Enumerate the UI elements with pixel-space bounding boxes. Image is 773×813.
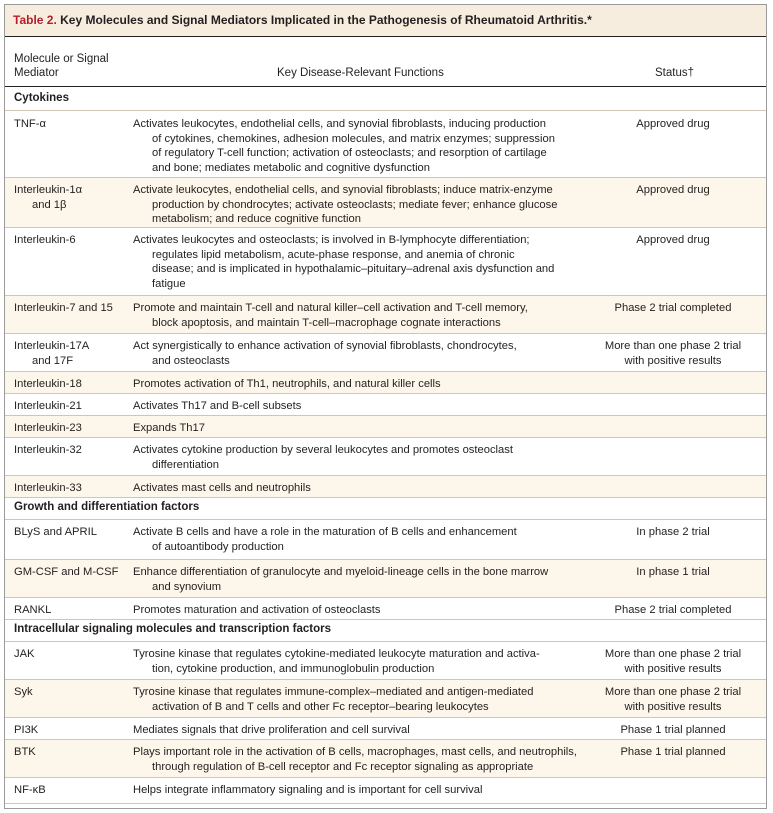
header-status: Status† bbox=[655, 67, 694, 79]
header-molecule-line1: Molecule or Signal bbox=[14, 53, 109, 65]
table-title bbox=[13, 13, 592, 27]
status-cell bbox=[588, 525, 758, 540]
function-cell bbox=[133, 443, 588, 472]
function-cell-line: and bone; mediates metabolic and cognitive dysfunction bbox=[152, 161, 430, 174]
status-cell-line: Approved drug bbox=[636, 234, 710, 246]
function-cell-line: tion, cytokine production, and immunoglobulin production bbox=[152, 662, 435, 675]
molecule-cell-line: Interleukin-1α bbox=[14, 184, 83, 196]
status-cell-line: Approved drug bbox=[636, 118, 710, 130]
table-row bbox=[5, 416, 766, 438]
section-title: Growth and differentiation factors bbox=[14, 501, 200, 513]
molecule-cell bbox=[14, 117, 124, 132]
status-cell-line: In phase 1 trial bbox=[636, 566, 710, 578]
table-row bbox=[5, 520, 766, 560]
function-cell bbox=[133, 233, 588, 291]
status-cell bbox=[588, 565, 758, 580]
function-cell-line: Promotes activation of Th1, neutrophils, and natural killer cells bbox=[133, 378, 441, 390]
status-cell-line: Phase 2 trial completed bbox=[614, 604, 732, 616]
function-cell bbox=[133, 399, 588, 414]
molecule-cell-line: and 1β bbox=[32, 198, 67, 211]
status-cell-line: Phase 2 trial completed bbox=[614, 302, 732, 314]
header-molecule-line2: Mediator bbox=[14, 67, 59, 79]
function-cell-line: Activates leukocytes, endothelial cells, and synovial fibroblasts, inducing production bbox=[133, 118, 546, 130]
section-header bbox=[5, 89, 766, 111]
function-cell bbox=[133, 339, 588, 368]
table-row bbox=[5, 598, 766, 620]
status-cell bbox=[588, 685, 758, 714]
function-cell bbox=[133, 117, 588, 175]
function-cell-line: Plays important role in the activation of B cells, macrophages, mast cells, and neutrophils, bbox=[133, 746, 577, 758]
molecule-cell bbox=[14, 443, 124, 458]
table-row bbox=[5, 296, 766, 334]
function-cell-line: of regulatory T-cell function; activation of osteoclasts; and resorption of cartilage bbox=[152, 147, 547, 159]
function-cell-line: fatigue bbox=[152, 277, 186, 290]
function-cell bbox=[133, 685, 588, 714]
molecule-cell-line: PI3K bbox=[14, 724, 39, 736]
molecule-cell bbox=[14, 565, 124, 580]
table-row bbox=[5, 178, 766, 228]
header-functions: Key Disease-Relevant Functions bbox=[277, 67, 444, 79]
function-cell bbox=[133, 745, 588, 774]
status-cell bbox=[588, 745, 758, 760]
section-title: Cytokines bbox=[14, 92, 69, 104]
molecule-cell bbox=[14, 745, 124, 760]
molecule-cell bbox=[14, 377, 124, 392]
table-row bbox=[5, 778, 766, 804]
table-row bbox=[5, 740, 766, 778]
function-cell-line: and osteoclasts bbox=[152, 354, 230, 367]
function-cell-line: metabolism; and reduce cognitive function bbox=[152, 213, 361, 225]
function-cell-line: differentiation bbox=[152, 458, 219, 471]
function-cell-line: Act synergistically to enhance activation of synovial fibroblasts, chondrocytes, bbox=[133, 340, 517, 352]
function-cell bbox=[133, 525, 588, 554]
function-cell-line: Promote and maintain T-cell and natural killer–cell activation and T-cell memory, bbox=[133, 302, 528, 314]
function-cell-line: block apoptosis, and maintain T-cell–macrophage cognate interactions bbox=[152, 316, 501, 329]
function-cell-line: Activates mast cells and neutrophils bbox=[133, 482, 311, 494]
function-cell-line: production by chondrocytes; activate osteoclasts; mediate fever; enhance glucose bbox=[152, 198, 558, 211]
function-cell-line: and synovium bbox=[152, 580, 222, 593]
molecule-cell bbox=[14, 603, 124, 618]
function-cell-line: Activate leukocytes, endothelial cells, and synovial fibroblasts; induce matrix-enzyme bbox=[133, 184, 553, 196]
function-cell bbox=[133, 481, 588, 496]
table-row bbox=[5, 228, 766, 296]
function-cell bbox=[133, 723, 588, 738]
function-cell-line: Tyrosine kinase that regulates immune-complex–mediated and antigen-mediated bbox=[133, 686, 534, 698]
status-cell-line: Phase 1 trial planned bbox=[620, 746, 726, 758]
status-cell-line: Approved drug bbox=[636, 184, 710, 196]
molecule-cell bbox=[14, 723, 124, 738]
table-row bbox=[5, 560, 766, 598]
table-row bbox=[5, 642, 766, 680]
function-cell-line: Activates Th17 and B-cell subsets bbox=[133, 400, 302, 412]
molecule-cell bbox=[14, 339, 124, 368]
table-row bbox=[5, 394, 766, 416]
function-cell-line: Activates leukocytes and osteoclasts; is involved in B-lymphocyte differentiation; bbox=[133, 234, 530, 246]
molecule-cell-line: RANKL bbox=[14, 604, 52, 616]
status-cell-line: In phase 2 trial bbox=[636, 526, 710, 538]
status-cell bbox=[588, 183, 758, 198]
molecule-cell bbox=[14, 481, 124, 496]
status-cell-line: with positive results bbox=[624, 354, 722, 367]
status-cell bbox=[588, 301, 758, 316]
molecule-cell-line: Interleukin-17A bbox=[14, 340, 90, 352]
molecule-cell bbox=[14, 685, 124, 700]
function-cell-line: Enhance differentiation of granulocyte and myeloid-lineage cells in the bone marrow bbox=[133, 566, 549, 578]
molecule-cell-line: TNF-α bbox=[14, 118, 46, 130]
status-cell bbox=[588, 603, 758, 618]
status-cell-line: More than one phase 2 trial bbox=[604, 648, 742, 660]
status-cell bbox=[588, 233, 758, 248]
function-cell bbox=[133, 183, 588, 227]
molecule-cell-line: Interleukin-33 bbox=[14, 482, 82, 494]
table-title-text: Key Molecules and Signal Mediators Implicated in the Pathogenesis of Rheumatoid Arthritis.* bbox=[60, 13, 592, 27]
molecule-cell-line: Interleukin-18 bbox=[14, 378, 82, 390]
molecule-cell-line: GM-CSF and M-CSF bbox=[14, 566, 119, 578]
function-cell-line: Activate B cells and have a role in the maturation of B cells and enhancement bbox=[133, 526, 517, 538]
molecule-cell bbox=[14, 525, 124, 540]
molecule-cell-line: Interleukin-21 bbox=[14, 400, 82, 412]
molecule-cell-line: BLyS and APRIL bbox=[14, 526, 97, 538]
function-cell-line: disease; and is implicated in hypothalamic–pituitary–adrenal axis dysfunction and bbox=[152, 263, 555, 275]
header-rule bbox=[5, 86, 766, 87]
function-cell-line: activation of B and T cells and other Fc receptor–bearing leukocytes bbox=[152, 700, 489, 713]
molecule-cell bbox=[14, 301, 124, 316]
status-cell-line: More than one phase 2 trial bbox=[604, 340, 742, 352]
molecule-cell bbox=[14, 399, 124, 414]
function-cell bbox=[133, 301, 588, 330]
table-row bbox=[5, 372, 766, 394]
status-cell-line: with positive results bbox=[624, 700, 722, 713]
table-title-bar bbox=[5, 5, 766, 37]
function-cell-line: Activates cytokine production by several leukocytes and promotes osteoclast bbox=[133, 444, 513, 456]
status-cell bbox=[588, 723, 758, 738]
molecule-cell-line: Interleukin-32 bbox=[14, 444, 82, 456]
molecule-cell-line: JAK bbox=[14, 648, 35, 660]
molecule-cell-line: BTK bbox=[14, 746, 36, 758]
table-row bbox=[5, 680, 766, 718]
status-cell-line: Phase 1 trial planned bbox=[620, 724, 726, 736]
table-row bbox=[5, 718, 766, 740]
header-molecule bbox=[14, 52, 109, 80]
molecule-cell-line: Interleukin-6 bbox=[14, 234, 76, 246]
function-cell bbox=[133, 421, 588, 436]
table-row bbox=[5, 476, 766, 498]
status-cell bbox=[588, 647, 758, 676]
table-number: Table 2. bbox=[13, 13, 57, 27]
function-cell-line: Promotes maturation and activation of osteoclasts bbox=[133, 604, 381, 616]
section-header bbox=[5, 498, 766, 520]
function-cell-line: Expands Th17 bbox=[133, 422, 205, 434]
molecule-cell-line: Interleukin-7 and 15 bbox=[14, 302, 113, 314]
molecule-cell bbox=[14, 183, 124, 212]
molecule-cell-line: NF-κB bbox=[14, 784, 46, 796]
table-row bbox=[5, 438, 766, 476]
function-cell-line: of autoantibody production bbox=[152, 540, 284, 553]
function-cell-line: of cytokines, chemokines, adhesion molecules, and matrix enzymes; suppression bbox=[152, 132, 555, 145]
function-cell-line: Tyrosine kinase that regulates cytokine-mediated leukocyte maturation and activa- bbox=[133, 648, 540, 660]
molecule-cell bbox=[14, 647, 124, 662]
function-cell-line: Helps integrate inflammatory signaling and is important for cell survival bbox=[133, 784, 483, 796]
molecule-cell-line: Syk bbox=[14, 686, 33, 698]
table-row bbox=[5, 112, 766, 178]
status-cell-line: More than one phase 2 trial bbox=[604, 686, 742, 698]
status-cell bbox=[588, 117, 758, 132]
molecule-cell bbox=[14, 783, 124, 798]
function-cell-line: Mediates signals that drive proliferation and cell survival bbox=[133, 724, 410, 736]
function-cell bbox=[133, 603, 588, 618]
function-cell bbox=[133, 377, 588, 392]
molecule-cell bbox=[14, 233, 124, 248]
table-row bbox=[5, 334, 766, 372]
section-title: Intracellular signaling molecules and transcription factors bbox=[14, 623, 331, 635]
function-cell bbox=[133, 783, 588, 798]
molecule-cell-line: Interleukin-23 bbox=[14, 422, 82, 434]
section-header bbox=[5, 620, 766, 642]
function-cell-line: through regulation of B-cell receptor and Fc receptor signaling as appropriate bbox=[152, 760, 534, 773]
molecule-cell bbox=[14, 421, 124, 436]
status-cell-line: with positive results bbox=[624, 662, 722, 675]
function-cell bbox=[133, 647, 588, 676]
function-cell-line: regulates lipid metabolism, acute-phase response, and anemia of chronic bbox=[152, 248, 515, 261]
function-cell bbox=[133, 565, 588, 594]
status-cell bbox=[588, 339, 758, 368]
molecule-cell-line: and 17F bbox=[32, 354, 74, 367]
